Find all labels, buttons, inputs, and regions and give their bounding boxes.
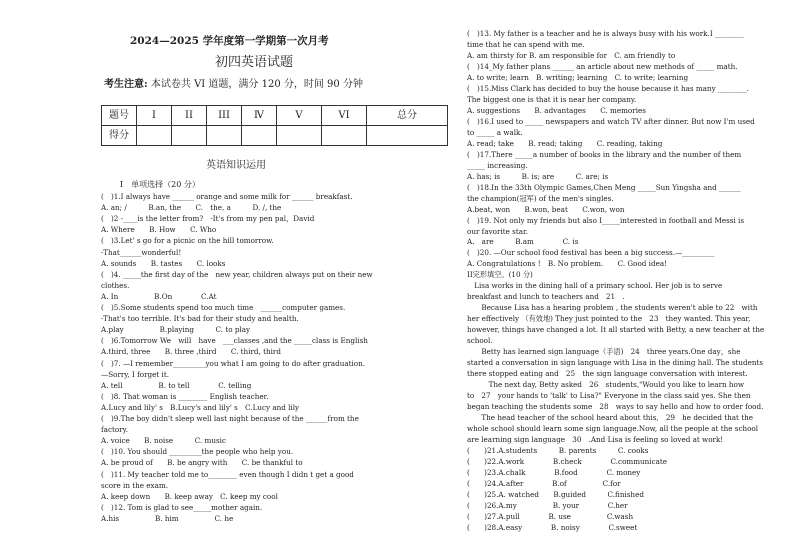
question-line: ( )18.In the 33th Olympic Games,Chen Meng _____Sun Yingsha and ______ — [467, 182, 741, 192]
score-cell: V — [277, 106, 322, 126]
question-line: A. has; is B. is; are C. are; is — [467, 171, 609, 181]
question-line: A. suggestions B. advantages C. memories — [467, 105, 646, 115]
question-line: A. Where B. How C. Who — [101, 225, 217, 235]
question-line: her effectively （有效地) They just pointed to the 23 they wanted. This year, — [467, 314, 751, 324]
question-line: A. In B.On C.At — [101, 291, 217, 301]
question-line: ( )8. That woman is ________ English teacher. — [101, 391, 269, 401]
score-cell: II — [172, 106, 207, 126]
score-input-cell — [367, 126, 448, 146]
question-line: ( )16.I used to _____ newspapers and watch TV after dinner. But now I'm used — [467, 116, 755, 126]
score-input-cell — [277, 126, 322, 146]
question-line: ( )10. You should _________the people who help you. — [101, 447, 294, 457]
score-input-cell — [207, 126, 242, 146]
question-line: ( )11. My teacher told me to________ even though I didn t get a good — [101, 469, 354, 479]
question-line: ( )27.A.pull B. use C.wash — [467, 511, 634, 521]
question-line: ( )17.There _____a number of books in the library and the number of them — [467, 149, 742, 159]
question-line: to 27 your hands to 'talk' to Lisa?" Everyone in the class said yes. She then — [467, 391, 751, 400]
question-line: Lisa works in the dining hall of a primary school. Her job is to serve — [467, 281, 723, 291]
question-line: time that he can spend with me. — [467, 40, 585, 49]
question-line: ( )13. My father is a teacher and he is always busy with his work.I ________ — [467, 29, 744, 38]
notice — [104, 80, 363, 90]
score-input-cell — [242, 126, 277, 146]
question-line: The biggest one is that it is near her company. — [467, 94, 637, 104]
score-cell: III — [207, 106, 242, 126]
question-line: ( )3.Let' s go for a picnic on the hill tomorrow. — [101, 236, 274, 246]
question-line: A.his B. him C. he — [101, 513, 234, 523]
question-line: -That______wonderful! — [101, 247, 182, 257]
question-line: —Sorry, I forget it. — [101, 369, 170, 379]
score-cell: 得分 — [102, 126, 137, 146]
question-line: A.Lucy and lily' s B.Lucy's and lily' s C.Lucy and lily — [101, 402, 300, 412]
score-input-cell — [322, 126, 367, 146]
question-line: factory. — [101, 425, 129, 435]
score-cell: I — [137, 106, 172, 126]
question-line: ( )9.The boy didn't sleep well last night because of the ______from the — [101, 414, 359, 423]
question-line: A.third, three B. three ,third C. third, third — [101, 347, 281, 357]
paper-title: 初四英语试题 — [215, 55, 294, 70]
score-cell: VI — [322, 106, 367, 126]
question-line: A. keep down B. keep away C. keep my cool — [101, 491, 278, 501]
question-line: A. are B.am C. is — [467, 237, 579, 247]
question-line: A. to write; learn B. writing; learning C. to write; learning — [467, 72, 689, 82]
question-line: score in the exam. — [101, 480, 168, 490]
score-input-cell — [137, 126, 172, 146]
question-line: ( )6.Tomorrow We will have ___classes ,and the _____class is English — [101, 336, 368, 346]
question-line: A. sounds B. tastes C. looks — [101, 258, 226, 268]
score-table — [101, 105, 448, 146]
question-line: our favorite star. — [467, 226, 528, 236]
score-table-score-row — [102, 126, 448, 146]
question-line: ( )28.A.easy B. noisy C.sweet — [467, 522, 638, 532]
part1-title: I 单项选择（20 分） — [120, 180, 200, 189]
question-line: A. am thirsty for B. am responsible for C. am friendly to — [467, 50, 676, 60]
score-cell: 总分 — [367, 106, 448, 126]
question-line: ( )20. —Our school food festival has been a big success.—_________ — [467, 248, 715, 258]
score-cell: Ⅳ — [242, 106, 277, 126]
question-line: -That's too terrible. It's bad for their study and health. — [101, 314, 299, 324]
question-line: II完形填空。(10 分) — [467, 270, 533, 280]
question-line: ( )15.Miss Clark has decided to buy the house because it has many ________. — [467, 83, 749, 93]
question-line: A. tell B. to tell C. telling — [101, 380, 252, 390]
question-line: ( )1.I always have ______ orange and some milk for ______ breakfast. — [101, 192, 353, 201]
question-line: ( )2 -____is the letter from? -It's from my pen pal，David — [101, 214, 315, 224]
question-line: Betty has learned sign language（手语) 24 three years.One day，she — [467, 347, 741, 357]
question-line: started a conversation in sign language with Lisa in the dining hall. The students — [467, 358, 764, 368]
question-line: ( )26.A.my B. your C.her — [467, 500, 628, 510]
question-line: clothes. — [101, 280, 130, 290]
question-line: A.beat, won B.won, beat C.won, won — [467, 204, 625, 214]
question-line: A. be proud of B. be angry with C. be thankful to — [101, 458, 303, 468]
question-line: ( )23.A.chalk B.food C. money — [467, 467, 641, 477]
question-line: A. read; take B. read; taking C. reading, taking — [467, 138, 663, 148]
question-line: the champion(冠军) of the men's singles. — [467, 193, 614, 203]
question-line: ( )5.Some students spend too much time ______computer games. — [101, 303, 346, 312]
question-line: A. voice B. noise C. music — [101, 436, 226, 446]
question-line: The next day, Betty asked 26 students,"Would you like to learn how — [467, 380, 745, 389]
exam-title: 2024—2025 学年度第一学期第一次月考 — [130, 35, 329, 47]
score-table-header-row — [102, 106, 448, 126]
question-line: _____ increasing. — [467, 160, 528, 170]
question-line: ( )21.A.students B. parents C. cooks — [467, 445, 649, 455]
notice-label: 考生注意: — [104, 79, 148, 90]
question-line: however, things have changed a lot. It all started with Betty, a new teacher at the — [467, 325, 765, 335]
question-line: ( )24.A.after B.of C.for — [467, 478, 621, 488]
question-line: ( )12. Tom is glad to see_____mother again. — [101, 502, 263, 512]
question-line: ( )22.A.work B.check C.communicate — [467, 456, 668, 466]
score-input-cell — [172, 126, 207, 146]
question-line: A. an; / B.an, the C. the, a D. /, the — [101, 203, 282, 213]
question-line: whole school should learn some sign language.Now, all the people at the school — [467, 423, 759, 433]
question-line: ( )7. —I remember_________you what I am going to do after graduation. — [101, 358, 366, 368]
question-line: are learning sign language 30 .And Lisa is feeling so loved at work! — [467, 434, 724, 444]
notice-text: 本试卷共 VI 道题，满分 120 分，时间 90 分钟 — [150, 79, 363, 90]
score-cell: 题号 — [102, 106, 137, 126]
question-line: ( )14_My father plans ______ an article about new methods of _____ math. — [467, 61, 738, 71]
question-line: Because Lisa has a hearing problem , the students weren't able to 22 with — [467, 303, 758, 313]
question-line: ( )19. Not only my friends but also I_____interested in football and Messi is — [467, 215, 745, 225]
question-line: ( )25.A. watched B.guided C.finished — [467, 489, 644, 499]
question-line: there stopped eating and 25 the sign language conversation with interest. — [467, 369, 748, 379]
section-title: 英语知识运用 — [206, 160, 266, 171]
question-line: A.play B.playing C. to play — [101, 325, 251, 335]
question-line: school. — [467, 336, 493, 346]
question-line: A. Congratulations ! B. No problem. C. Good idea! — [467, 259, 667, 269]
question-line: to _____ a walk. — [467, 127, 523, 137]
question-line: ( )4. _____the first day of the new year, children always put on their new — [101, 269, 373, 279]
question-line: began teaching the students some 28 ways to say hello and how to order food. — [467, 402, 764, 411]
question-line: The head teacher of the school heard about this, 29 he decided that the — [467, 413, 754, 422]
question-line: breakfast and lunch to teachers and 21 . — [467, 292, 625, 302]
